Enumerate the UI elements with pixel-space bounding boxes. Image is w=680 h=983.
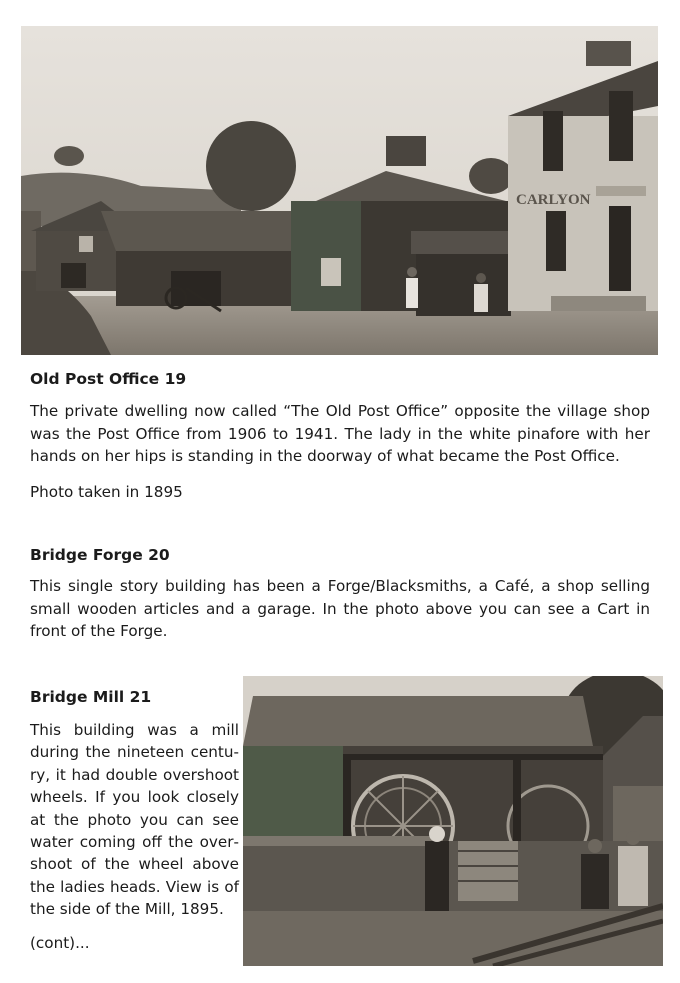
photo-date-caption: Photo taken in 1895 — [30, 483, 183, 501]
carlyon-sign: CARLYON — [516, 192, 591, 208]
bridge-mill-body: This building was a mill during the nineteen century, it had double overshoot wheels. If you look closely at the photo you can see water coming off the overshoot of the wheel above the ladies heads. View is of the side of the Mill, 1895. — [30, 721, 239, 919]
bridge-forge-body: This single story building has been a Forge/Blacksmiths, a Café, a shop selling small wooden articles and a garage. In the photo above you can see a Cart in front of the Forge. — [30, 577, 650, 640]
bridge-mill-photo — [243, 676, 663, 966]
bridge-mill-heading: Bridge Mill 21 — [30, 688, 152, 706]
bridge-forge-heading: Bridge Forge 20 — [30, 546, 170, 564]
old-post-office-heading: Old Post Office 19 — [30, 370, 187, 388]
old-post-office-body: The private dwelling now called “The Old Post Office” opposite the village shop was the Post Office from 1906 to 1941. The lady in the white pinafore with her hands on her hips is standing in the doorway of what became the Post Office. — [30, 402, 650, 465]
continued-note: (cont)... — [30, 934, 90, 952]
old-post-office-photo — [21, 26, 658, 355]
